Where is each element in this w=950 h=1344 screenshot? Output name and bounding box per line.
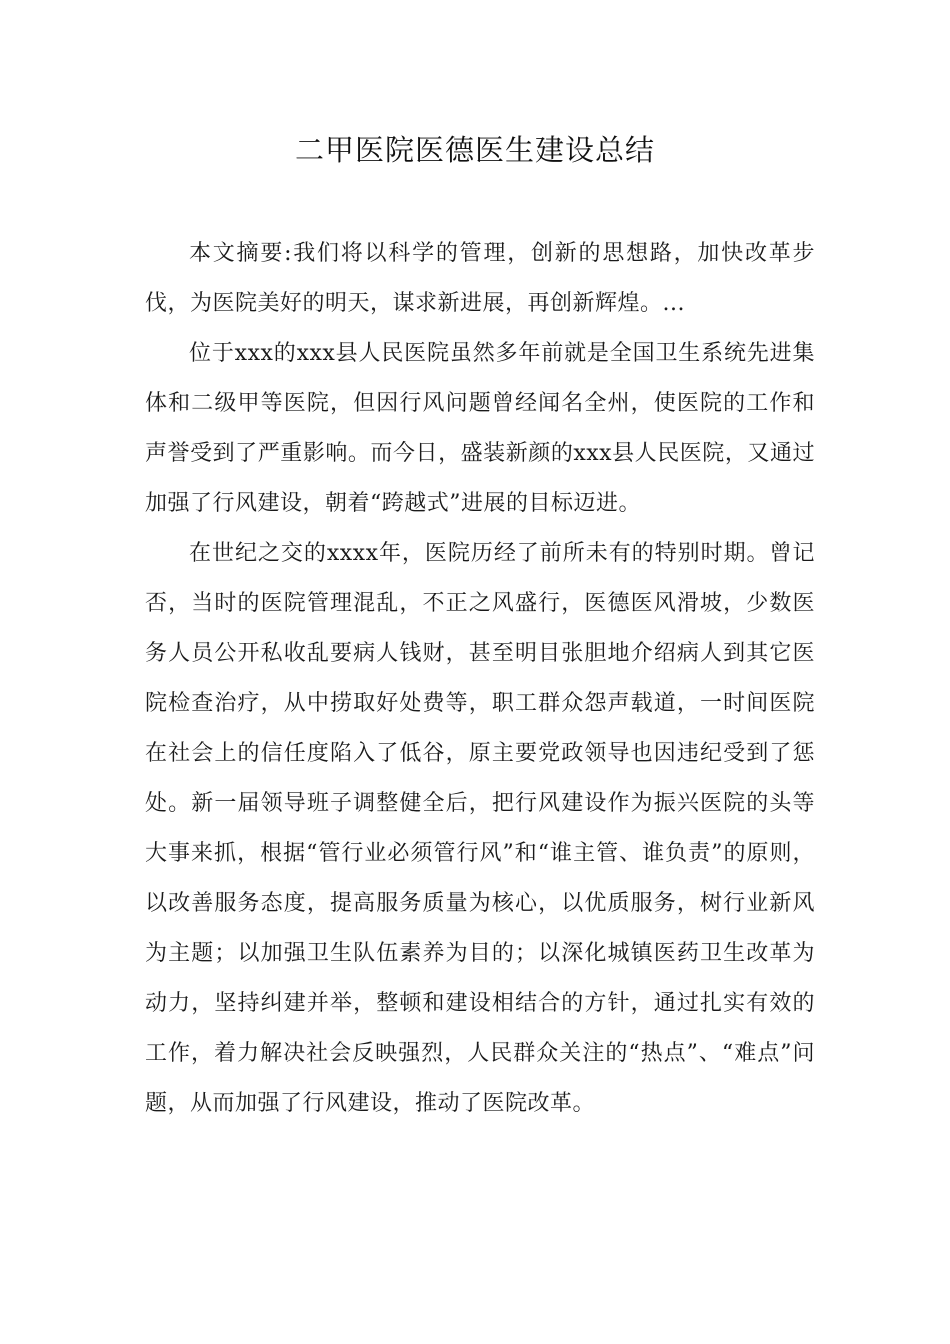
- paragraph-intro: 位于xxx的xxx县人民医院虽然多年前就是全国卫生系统先进集体和二级甲等医院，但因行风问题曾经闻名全州，使医院的工作和声誉受到了严重影响。而今日，盛装新颜的xxx县人民医院，又通过加强了行风建设，朝着“跨越式”进展的目标迈进。: [145, 341, 815, 516]
- paragraph-abstract: 本文摘要:我们将以科学的管理，创新的思想路，加快改革步伐，为医院美好的明天，谋求新进展，再创新辉煌。...: [145, 241, 815, 316]
- paragraph-history: 在世纪之交的xxxx年，医院历经了前所未有的特别时期。曾记否，当时的医院管理混乱，不正之风盛行，医德医风滑坡，少数医务人员公开私收乱要病人钱财，甚至明目张胆地介绍病人到其它医院检查治疗，从中捞取好处费等，职工群众怨声载道，一时间医院在社会上的信任度陷入了低谷，原主要党政领导也因违纪受到了惩处。新一届领导班子调整健全后，把行风建设作为振兴医院的头等大事来抓，根据“管行业必须管行风”和“谁主管、谁负责”的原则，以改善服务态度，提高服务质量为核心，以优质服务，树行业新风为主题；以加强卫生队伍素养为目的；以深化城镇医药卫生改革为动力，坚持纠建并举，整顿和建设相结合的方针，通过扎实有效的工作，着力解决社会反映强烈，人民群众关注的“热点”、“难点”问题，从而加强了行风建设，推动了医院改革。: [145, 541, 815, 1116]
- document-title: 二甲医院医德医生建设总结: [294, 133, 655, 167]
- document-body: [145, 229, 815, 1129]
